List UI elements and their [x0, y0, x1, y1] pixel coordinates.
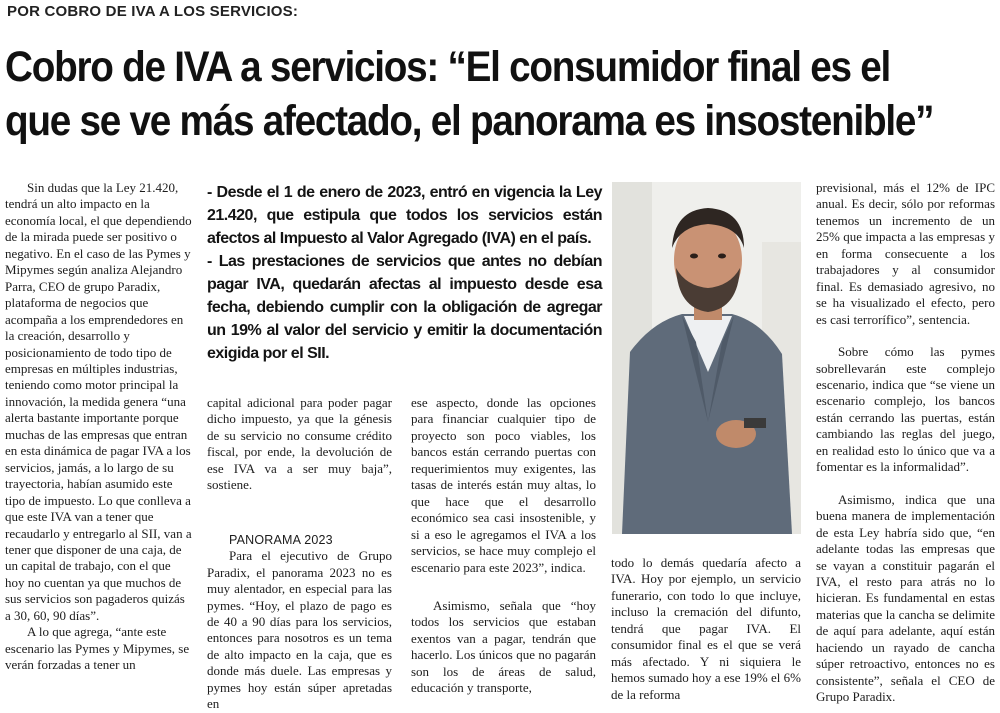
- column-1-paragraph-2: A lo que agrega, “ante este escenario las Pymes y Mipymes, se verán forzadas a tener un: [5, 624, 190, 673]
- lead-bullet-2: - Las prestaciones de servicios que antes no debían pagar IVA, quedarán afectas al impuesto desde esa fecha, debiendo cumplir con la obligación de agregar un 19% al valor del servicio y emitir la documentación exigida por el SII.: [207, 253, 602, 362]
- section-kicker: POR COBRO DE IVA A LOS SERVICIOS:: [7, 3, 299, 20]
- portrait-photo: [612, 182, 801, 534]
- section-subhead: PANORAMA 2023: [229, 532, 333, 547]
- column-3-paragraph-2: Asimismo, señala que “hoy todos los servicios que estaban exentos van a pagar, tendrán que hacerlo. Los únicos que no pagarán son los de áreas de salud, educación y transporte,: [411, 597, 596, 696]
- article-lead: [207, 181, 602, 365]
- headline-line-1: Cobro de IVA a servicios: “El consumidor final es el: [5, 43, 891, 91]
- column-5-paragraph-2: Sobre cómo las pymes sobrellevarán este complejo escenario, indica que “se viene un escenario complejo, los bancos están cerrando las puertas, están cambiando las reglas del juego, en realidad esto lo único que va a fomentar es la informalidad”.: [816, 344, 995, 475]
- column-5-paragraph-3: Asimismo, indica que una buena manera de implementación de esta Ley habría sido que, “en adelante todas las empresas que se vayan a constituir pagarán el IVA, el resto para atrás no lo hicieran. Es fundamental en estas materias que la cancha se delimite de aquí para adelante, aquí están haciendo un rayado de cancha súper retroactivo, entonces no es consistente”, señala el CEO de Grupo Paradix.: [816, 491, 995, 705]
- headline-line-2: que se ve más afectado, el panorama es insostenible”: [5, 97, 934, 145]
- column-2-paragraph-2: Para el ejecutivo de Grupo Paradix, el panorama 2023 no es muy alentador, en especial para las pymes. “Hoy, el plazo de pago es de 40 a 90 días para los servicios, entonces para nosotros es un tema de alto impacto en la caja, que es donde más duele. Las empresas y pymes hoy están súper apretadas en: [207, 548, 392, 712]
- article-column-4: [611, 555, 801, 703]
- article-column-3: [411, 395, 596, 697]
- column-3-paragraph-1: ese aspecto, donde las opciones para financiar cualquier tipo de proyecto son poco viables, los bancos están cerrando puertas con requerimientos muy exigentes, las tasas de interés están muy altas, lo que hace que el desarrollo económico sea casi insostenible, y si a eso le agregamos el IVA a los servicios, se hace muy complejo el escenario para este 2023”, indica.: [411, 395, 596, 575]
- article-column-5: [816, 180, 995, 706]
- column-5-paragraph-1: previsional, más el 12% de IPC anual. Es decir, sólo por reformas tenemos un incremento de un 25% que impacta a las empresas y en forma consecuente a los trabajadores y al consumidor final. Es demasiado agresivo, no se ha visualizado el efecto, pero es casi terrorífico”, sentencia.: [816, 180, 995, 327]
- column-1-paragraph-1: Sin dudas que la Ley 21.420, tendrá un alto impacto en la economía local, el que dependiendo de la mirada puede ser positivo o negativo. En el caso de las Pymes y Mipymes según analiza Alejandro Parra, CEO de grupo Paradix, plataforma de negocios que acompaña a los emprendedores en la creación, desarrollo y posicionamiento de todo tipo de empresas en múltiples industrias, teniendo como motor principal la innovación, la medida genera “una alerta bastante importante porque muchas de las empresas que entran en esta dinámica de pagar IVA a los servicios, jamás, a lo largo de su trayectoria, habían asumido este tipo de impuesto. Lo que conlleva a que este IVA van a tener que recaudarlo y entregarlo al SII, van a tener que disponer de una caja, de un capital de trabajo, con el que hoy no cuentan ya que muchos de sus servicios son pagaderos quizás a 30, 60, 90 días”.: [5, 180, 192, 623]
- article-column-1: [5, 180, 193, 674]
- portrait-illustration: [612, 182, 801, 534]
- lead-bullet-1: - Desde el 1 de enero de 2023, entró en vigencia la Ley 21.420, que estipula que todos los servicios están afectos al Impuesto al Valor Agregado (IVA) en el país.: [207, 184, 602, 247]
- article-column-2: [207, 395, 392, 713]
- column-2-paragraph-1: capital adicional para poder pagar dicho impuesto, ya que la génesis de su servicio no consume crédito fiscal, por ende, la devolución de ese IVA va a ser muy baja”, sostiene.: [207, 395, 392, 493]
- column-4-paragraph-1: todo lo demás quedaría afecto a IVA. Hoy por ejemplo, un servicio funerario, con todo lo que incluye, incluso la cremación del difunto, tendrá que pagar IVA. El consumidor final es el que se verá más afectado. Y ni siquiera le hemos sumado hoy a ese 19% el 6% de la reforma: [611, 555, 801, 702]
- article-headline: [5, 40, 995, 148]
